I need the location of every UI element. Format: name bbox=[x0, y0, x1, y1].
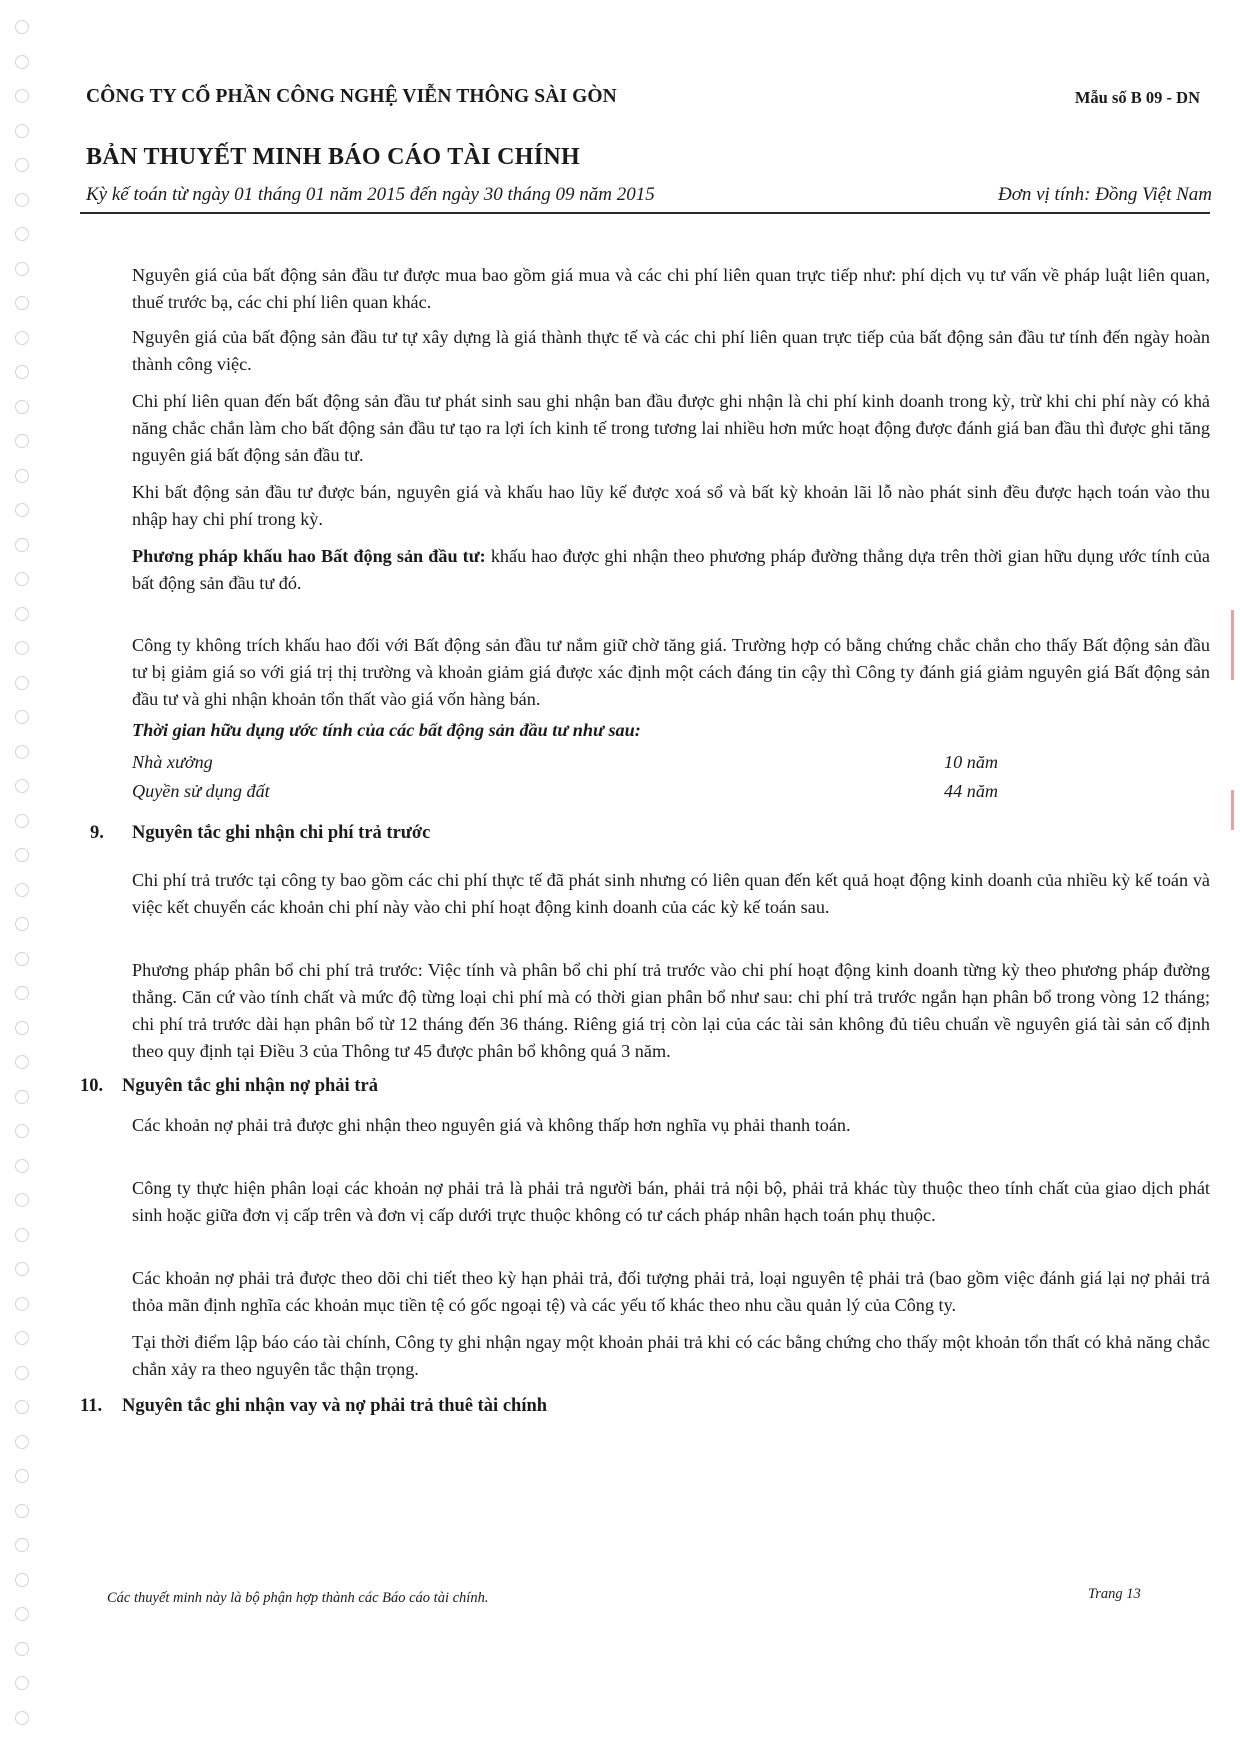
section-title: Nguyên tắc ghi nhận nợ phải trả bbox=[122, 1076, 378, 1096]
section-number: 9. bbox=[90, 823, 104, 843]
asset-years: 44 năm bbox=[944, 781, 999, 801]
paragraph: Khi bất động sản đầu tư được bán, nguyên giá và khấu hao lũy kế được xoá sổ và bất kỳ khoản lãi lỗ nào phát sinh đều được hạch toán vào thu nhập hay chi phí trong kỳ. bbox=[132, 482, 1210, 529]
section-title: Nguyên tắc ghi nhận chi phí trả trước bbox=[132, 823, 431, 843]
section-number: 10. bbox=[80, 1076, 104, 1096]
paragraph: Các khoản nợ phải trả được theo dõi chi tiết theo kỳ hạn phải trả, đối tượng phải trả, loại nguyên tệ phải trả (bao gồm việc đánh giá lại nợ phải trả thỏa mãn định nghĩa các khoản mục tiền tệ có gốc ngoại tệ) và các yếu tố khác theo nhu cầu quản lý của Công ty. bbox=[132, 1268, 1210, 1315]
asset-years: 10 năm bbox=[944, 752, 999, 772]
reporting-period: Kỳ kế toán từ ngày 01 tháng 01 năm 2015 đến ngày 30 tháng 09 năm 2015 bbox=[86, 184, 655, 205]
paragraph: Tại thời điểm lập báo cáo tài chính, Công ty ghi nhận ngay một khoản phải trả khi có các bằng chứng cho thấy một khoản tổn thất có khả năng chắc chắn xảy ra theo nguyên tắc thận trọng. bbox=[132, 1332, 1210, 1379]
paragraph: Nguyên giá của bất động sản đầu tư tự xây dựng là giá thành thực tế và các chi phí liên quan trực tiếp của bất động sản đầu tư tính đến ngày hoàn thành công việc. bbox=[132, 327, 1210, 374]
document-title: BẢN THUYẾT MINH BÁO CÁO TÀI CHÍNH bbox=[86, 144, 580, 170]
inline-heading: Phương pháp khấu hao Bất động sản đầu tư: bbox=[132, 546, 486, 566]
asset-name: Nhà xưởng bbox=[132, 752, 213, 772]
paragraph: Phương pháp phân bổ chi phí trả trước: Việc tính và phân bổ chi phí trả trước vào chi phí hoạt động kinh doanh từng kỳ theo phương pháp đường thẳng. Căn cứ vào tính chất và mức độ từng loại chi phí mà có thời gian phân bổ như sau: chi phí trả trước ngắn hạn phân bổ trong vòng 12 tháng; chi phí trả trước dài hạn phân bổ từ 12 tháng đến 36 tháng. Riêng giá trị còn lại của các tài sản không đủ tiêu chuẩn về nguyên giá tài sản cố định theo quy định tại Điều 3 của Thông tư 45 được phân bổ không quá 3 năm. bbox=[132, 960, 1210, 1061]
currency-unit: Đơn vị tính: Đồng Việt Nam bbox=[997, 184, 1212, 205]
binding-holes bbox=[10, 20, 32, 1740]
useful-life-row bbox=[132, 748, 1210, 777]
footer-note: Các thuyết minh này là bộ phận hợp thành các Báo cáo tài chính. bbox=[107, 1590, 489, 1606]
paragraph: Chi phí trả trước tại công ty bao gồm các chi phí thực tế đã phát sinh nhưng có liên quan đến kết quả hoạt động kinh doanh của nhiều kỳ kế toán và việc kết chuyển các khoản chi phí này vào chi phí hoạt động kinh doanh của các kỳ kế toán sau. bbox=[132, 870, 1210, 917]
paragraph: Công ty không trích khấu hao đối với Bất động sản đầu tư nắm giữ chờ tăng giá. Trường hợp có bằng chứng chắc chắn cho thấy Bất động sản đầu tư bị giảm giá so với giá trị thị trường và khoản giảm giá được xác định một cách đáng tin cậy thì Công ty đánh giá giảm nguyên giá Bất động sản đầu tư và ghi nhận khoản tổn thất vào giá vốn hàng bán. bbox=[132, 635, 1210, 709]
document-body bbox=[80, 262, 1211, 1420]
paragraph-depreciation bbox=[132, 543, 1210, 597]
header-divider bbox=[80, 212, 1210, 214]
section-number: 11. bbox=[80, 1396, 103, 1416]
page-number: Trang 13 bbox=[1088, 1586, 1141, 1602]
paragraph: Nguyên giá của bất động sản đầu tư được mua bao gồm giá mua và các chi phí liên quan trực tiếp như: phí dịch vụ tư vấn về pháp luật liên quan, thuế trước bạ, các chi phí liên quan khác. bbox=[132, 265, 1210, 312]
section-heading-10 bbox=[80, 1073, 1210, 1100]
paragraph: Chi phí liên quan đến bất động sản đầu tư phát sinh sau ghi nhận ban đầu được ghi nhận là chi phí kinh doanh trong kỳ, trừ khi chi phí này có khả năng chắc chắn làm cho bất động sản đầu tư tạo ra lợi ích kinh tế trong tương lai nhiều hơn mức hoạt động được đánh giá ban đầu thì được ghi tăng nguyên giá bất động sản đầu tư. bbox=[132, 391, 1210, 465]
asset-name: Quyền sử dụng đất bbox=[132, 781, 270, 801]
paragraph: Công ty thực hiện phân loại các khoản nợ phải trả là phải trả người bán, phải trả nội bộ, phải trả khác tùy thuộc theo tính chất của giao dịch phát sinh hoặc giữa đơn vị cấp trên và đơn vị cấp dưới trực thuộc không có tư cách pháp nhân hạch toán phụ thuộc. bbox=[132, 1178, 1210, 1225]
useful-life-row bbox=[132, 777, 1210, 806]
company-name: CÔNG TY CỔ PHẦN CÔNG NGHỆ VIỄN THÔNG SÀI GÒN bbox=[86, 86, 617, 107]
margin-mark bbox=[1231, 610, 1234, 680]
useful-life-heading: Thời gian hữu dụng ước tính của các bất động sản đầu tư như sau: bbox=[132, 720, 641, 740]
section-heading-11 bbox=[80, 1393, 1210, 1420]
form-code: Mẫu số B 09 - DN bbox=[1074, 88, 1200, 107]
margin-mark bbox=[1231, 790, 1234, 830]
paragraph: Các khoản nợ phải trả được ghi nhận theo nguyên giá và không thấp hơn nghĩa vụ phải thanh toán. bbox=[132, 1115, 851, 1135]
inline-text: khấu hao được ghi nhận theo phương pháp đường thẳng dựa trên thời gian hữu dụng ước tính của bất động sản đầu tư đó. bbox=[132, 546, 1211, 593]
section-title: Nguyên tắc ghi nhận vay và nợ phải trả thuê tài chính bbox=[122, 1396, 548, 1416]
section-heading-9 bbox=[90, 820, 1210, 847]
